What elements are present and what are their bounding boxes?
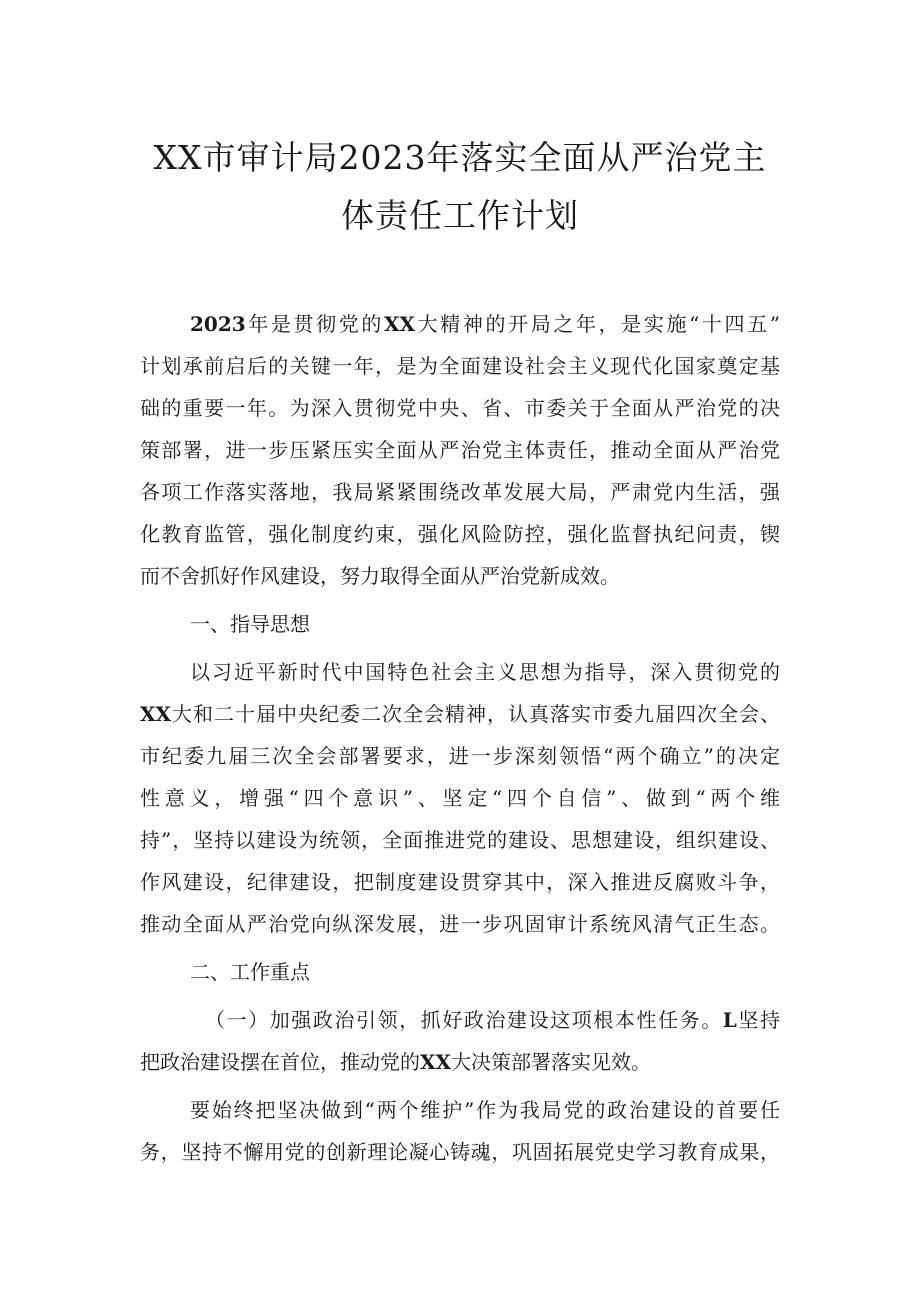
section2-para-line-2: 务，坚持不懈用党的创新理论凝心铸魂，巩固拓展党史学习教育成果， [140, 1140, 780, 1164]
intro-year: 2023 [190, 312, 246, 336]
intro-line-1 [190, 311, 780, 337]
section2-sub1-line-1 [205, 1007, 780, 1033]
section1-line-1: 以习近平新时代中国特色社会主义思想为指导，深入贯彻党的 [190, 660, 780, 684]
section-heading-work-focus: 二、工作重点 [190, 960, 310, 984]
section1-congress: XX [140, 702, 172, 726]
intro-line-4: 策部署，进一步压紧压实全面从严治党主体责任，推动全面从严治党 [140, 438, 780, 462]
intro-text: 年是贯彻党的 [245, 312, 384, 336]
intro-congress: XX [384, 312, 416, 336]
intro-line-7: 而不舍抓好作风建设，努力取得全面从严治党新成效。 [140, 564, 620, 588]
intro-text: 大精神的开局之年，是实施“十四五” [415, 312, 780, 336]
intro-line-5: 各项工作落实落地，我局紧紧围绕改革发展大局，严肃党内生活，强 [140, 480, 780, 504]
intro-line-6: 化教育监管，强化制度约束，强化风险防控，强化监督执纪问责，锲 [140, 522, 780, 546]
section1-line-5: 持”，坚持以建设为统领，全面推进党的建设、思想建设，组织建设、 [140, 828, 780, 852]
sub1-text: 大决策部署落实见效。 [451, 1050, 652, 1074]
section2-sub1-line-2 [140, 1049, 780, 1075]
intro-line-2: 计划承前启后的关键一年，是为全面建设社会主义现代化国家奠定基 [140, 354, 780, 378]
section1-line-7: 推动全面从严治党向纵深发展，进一步巩固审计系统风清气正生态。 [140, 912, 780, 936]
sub1-congress: XX [420, 1050, 452, 1074]
section1-line-4: 性意义，增强“四个意识”、坚定“四个自信”、做到“两个维 [140, 786, 780, 810]
section1-line-6: 作风建设，纪律建设，把制度建设贯穿其中，深入推进反腐败斗争， [140, 870, 780, 894]
sub1-text: 把政治建设摆在首位，推动党的 [140, 1050, 420, 1074]
sub1-heading: （一）加强政治引领，抓好政治建设这项根本性任务。 [205, 1008, 723, 1032]
document-title-line-1: XX市审计局2023年落实全面从严治党主 [153, 138, 767, 177]
sub1-tail: 坚持 [736, 1008, 780, 1032]
section1-line-2 [140, 701, 780, 727]
section1-text: 大和二十届中央纪委二次全会精神，认真落实市委九届四次全会、 [171, 702, 780, 726]
intro-line-3: 础的重要一年。为深入贯彻党中央、省、市委关于全面从严治党的决 [140, 396, 780, 420]
section2-para-line-1: 要始终把坚决做到“两个维护”作为我局党的政治建设的首要任 [190, 1098, 780, 1122]
sub1-marker: L [722, 1008, 737, 1032]
section-heading-guiding-thought: 一、指导思想 [190, 612, 310, 636]
section1-line-3: 市纪委九届三次全会部署要求，进一步深刻领悟“两个确立”的决定 [140, 744, 780, 768]
document-title-line-2: 体责任工作计划 [341, 196, 579, 235]
